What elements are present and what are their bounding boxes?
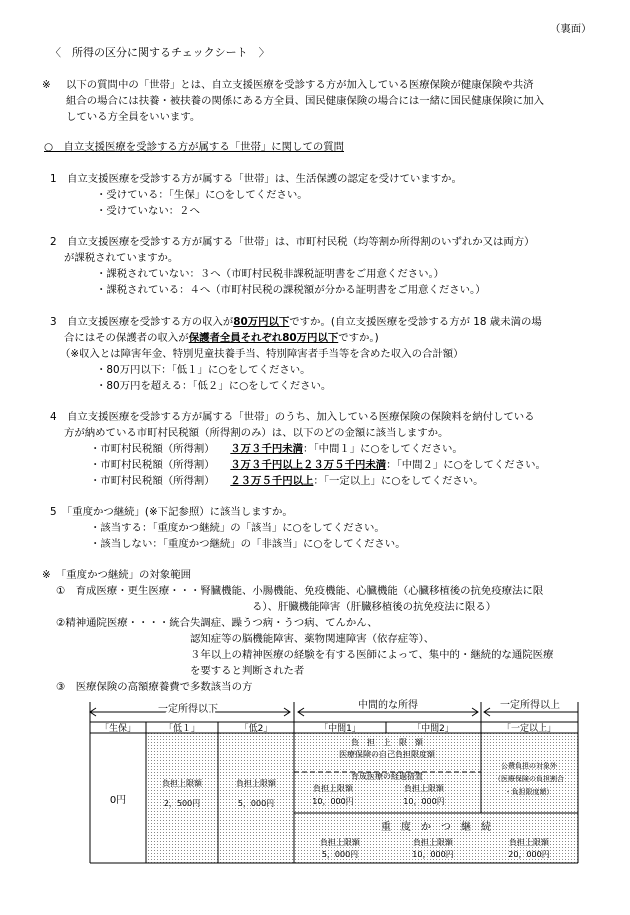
q5-question: 5 「重度かつ継続」(※下記参照）に該当しますか。 [50, 506, 293, 518]
scope-item-2-line-2: 認知症等の脳機能障害、薬物関連障害（依存症等）、 [190, 633, 435, 645]
q4-row-3: ・市町村民税額（所得割） ２３万５千円以上：「一定以上」に○をしてください。 [90, 475, 484, 487]
q4-row-1: ・市町村民税額（所得割） ３万３千円未満：「中間１」に○をしてください。 [90, 443, 463, 455]
q2-option-not-taxed: ・課税されていない：３へ（市町村民税非課税証明書をご用意ください。） [96, 268, 445, 280]
q4-question-line-2: 方が納めている市町村民税額（所得割のみ）は、以下のどの金額に該当しますか。 [64, 427, 449, 439]
col-mid2: 「中間2」 [412, 724, 454, 734]
page-side-marker: （裏面） [550, 23, 592, 35]
mid2-value: 10，000円 [403, 797, 445, 806]
high-line-1: 公費負担の対象外 [501, 762, 557, 770]
mid-title-2: 医療保険の自己負担限度額 [339, 750, 435, 759]
group-label-mid: 中間的な所得 [358, 700, 418, 711]
note-line-3: している方全員をいいます。 [66, 111, 201, 123]
q1-option-yes: ・受けている：「生保」に○をしてください。 [96, 189, 308, 201]
scope-item-2-line-3: ３年以上の精神医療の経験を有する医師によって、集中的・継続的な通院医療 [190, 649, 554, 661]
col-high: 「一定以上」 [501, 724, 557, 734]
juudo-2-label: 負担上限額 [413, 838, 453, 847]
scope-item-1-line-1: ① 育成医療・更生医療・・・腎臓機能、小腸機能、免疫機能、心臓機能（心臓移植後の抗免疫療法に限 [56, 585, 544, 597]
group-label-low: 一定所得以下 [158, 704, 218, 715]
col-seiho: 「生保」 [99, 724, 137, 734]
section-heading: ○ 自立支援医療を受診する方が属する「世帯」に関しての質問 [44, 141, 345, 153]
mid2-label: 負担上限額 [404, 784, 444, 793]
q3-option-over: ・80万円を超える：「低２」に○をしてください。 [96, 380, 332, 392]
low1-fill [146, 733, 218, 863]
q5-option-no: ・該当しない：「重度かつ継続」の「非該当」に○をしてください。 [90, 538, 406, 550]
juudo-1-label: 負担上限額 [320, 838, 360, 847]
q3-option-under: ・80万円以下：「低１」に○をしてください。 [96, 364, 311, 376]
low2-label: 負担上限額 [236, 779, 276, 788]
note-line-1: 以下の質問中の「世帯」とは、自立支援医療を受診する方が加入している医療保険が健康保険や共済 [66, 79, 534, 91]
q4-row-2: ・市町村民税額（所得割） ３万３千円以上２３万５千円未満：「中間２」に○をしてください。 [90, 459, 546, 471]
q5-option-yes: ・該当する：「重度かつ継続」の「該当」に○をしてください。 [90, 522, 385, 534]
juudo-3-value: 20，000円 [508, 850, 550, 859]
q1-option-no: ・受けていない：２へ [96, 205, 200, 217]
seiho-value: 0円 [109, 795, 127, 806]
high-line-3: ・負担限度額） [504, 788, 554, 796]
q3-income-note: （※収入とは障害年金、特別児童扶養手当、特別障害者手当等を含めた収入の合計額） [60, 348, 464, 360]
low1-value: 2，500円 [163, 799, 201, 808]
q2-option-taxed: ・課税されている：４へ（市町村民税の課税額が分かる証明書をご用意ください。） [96, 284, 486, 296]
juudo-2-value: 10，000円 [412, 850, 454, 859]
q3-question-line-2: 合にはその保護者の収入が保護者全員それぞれ80万円以下ですか。) [64, 332, 379, 344]
mid1-value: 10，000円 [312, 797, 354, 806]
q4-question-line-1: 4 自立支援医療を受診する方が属する「世帯」のうち、加入している医療保険の保険料を納付している [50, 411, 535, 423]
low2-fill [218, 733, 294, 863]
high-line-2: （医療保険の負担割合 [494, 775, 564, 783]
col-low1: 「低１」 [163, 724, 201, 734]
ikusei-title: 育成医療の経過措置 [351, 772, 423, 781]
scope-item-1-line-2: る）、肝臓機能障害（肝臓移植後の抗免疫法に限る） [252, 601, 497, 613]
scope-item-3: ③ 医療保険の高額療養費で多数該当の方 [56, 681, 253, 693]
juudo-title: 重 度 か つ 継 続 [381, 822, 491, 833]
note-mark: ※ [42, 79, 51, 91]
juudo-3-label: 負担上限額 [509, 838, 549, 847]
q1-question: 1 自立支援医療を受診する方が属する「世帯」は、生活保護の認定を受けていますか。 [50, 173, 462, 185]
juudo-1-value: 5，000円 [321, 850, 359, 859]
mid-title-1: 負 担 上 限 額 [351, 738, 423, 747]
group-label-high: 一定所得以上 [500, 700, 560, 711]
note-line-2: 組合の場合には扶養・被扶養の関係にある方全員、国民健康保険の場合には一緒に国民健康保険に加入 [66, 95, 544, 107]
scope-item-2-line-1: ②精神通院医療・・・・統合失調症、躁うつ病・うつ病、てんかん、 [56, 617, 378, 629]
col-mid1: 「中間1」 [319, 724, 361, 734]
low2-value: 5，000円 [237, 799, 275, 808]
high-fill [481, 733, 578, 813]
q2-question-line-2: が課税されていますか。 [64, 252, 179, 264]
mid1-label: 負担上限額 [313, 784, 353, 793]
scope-item-2-line-4: を要すると判断された者 [190, 665, 305, 677]
col-low2: 「低2」 [239, 724, 273, 734]
page-title: 〈 所得の区分に関するチェックシート 〉 [50, 46, 270, 59]
q2-question-line-1: 2 自立支援医療を受診する方が属する「世帯」は、市町村民税（均等割か所得割のいずれか又は両方） [50, 236, 535, 248]
q3-question-line-1: 3 自立支援医療を受診する方の収入が80万円以下ですか。(自立支援医療を受診する方が 18 歳未満の場 [50, 316, 542, 328]
scope-heading: ※ 「重度かつ継続」の対象範囲 [42, 569, 191, 581]
low1-label: 負担上限額 [162, 779, 202, 788]
